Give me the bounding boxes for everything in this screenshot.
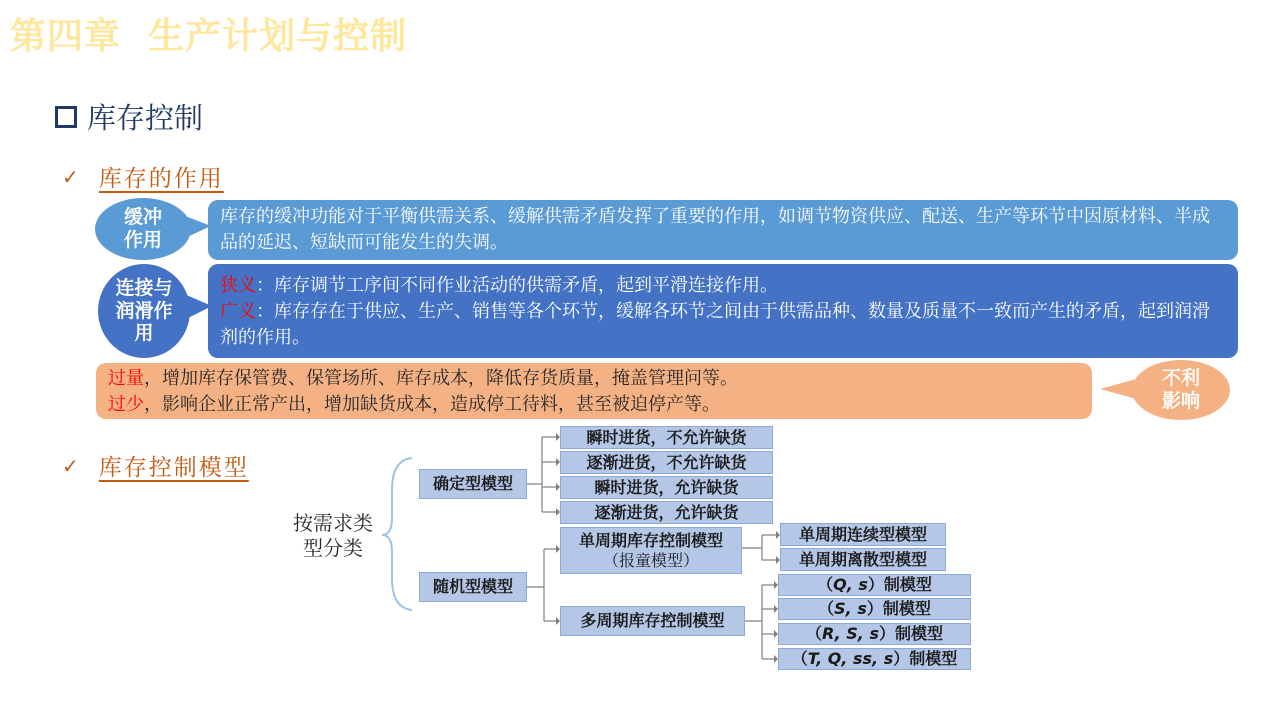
multi-child-3-vars: R, S, s	[822, 624, 879, 643]
single-continuous-model: 单周期连续型模型	[780, 523, 946, 546]
buffer-description-text: 库存的缓冲功能对于平衡供需关系、缓解供需矛盾发挥了重要的作用，如调节物资供应、配送、生产等环节中因原材料、半成品的延迟、短缺而可能发生的失调。	[220, 206, 1210, 253]
subheading-label: 库存的作用	[98, 166, 224, 192]
multi-child-2-vars: S, s	[834, 599, 867, 618]
excess-label: 过量	[108, 368, 144, 389]
shortage-label: 过少	[108, 394, 144, 415]
multi-child-4-vars: T, Q, ss, s	[807, 649, 894, 668]
adverse-bubble-line2: 影响	[1161, 390, 1200, 412]
det-child-2: 逐渐进货，不允许缺货	[560, 451, 773, 474]
multi-child-1-suffix: 制模型	[883, 575, 932, 594]
tree-root-line2: 型分类	[303, 536, 363, 560]
chapter-title: 第四章 生产计划与控制	[10, 16, 408, 57]
buffer-bubble-line2: 作用	[123, 229, 162, 251]
tree-root-label	[283, 511, 383, 561]
narrow-sense-label: 狭义	[220, 275, 256, 296]
link-bubble-line1: 连接与	[115, 276, 173, 299]
broad-sense-label: 广义	[220, 301, 256, 322]
section-title-text: 库存控制	[87, 101, 204, 135]
det-child-1: 瞬时进货，不允许缺货	[560, 426, 773, 449]
single-period-model-node	[560, 527, 742, 574]
narrow-sense-text: ：库存调节工序间不同作业活动的供需矛盾，起到平滑连接作用。	[256, 275, 778, 296]
link-bubble-line3: 用	[134, 322, 154, 345]
broad-sense-text: ：库存存在于供应、生产、销售等各个环节，缓解各环节之间由于供需品种、数量及质量不一致而产生的矛盾，起到润滑剂的作用。	[220, 301, 1210, 348]
stochastic-model-node: 随机型模型	[419, 572, 527, 602]
shortage-text: ，影响企业正常产出，增加缺货成本，造成停工待料，甚至被迫停产等。	[144, 394, 720, 415]
multi-child-3-suffix: 制模型	[894, 624, 943, 643]
link-bubble-line2: 润滑作	[115, 299, 173, 322]
excess-text: ，增加库存保管费、保管场所、库存成本，降低存货质量，掩盖管理问等。	[144, 368, 738, 389]
multi-child-1-vars: Q, s	[833, 575, 868, 594]
multi-child-q-s: （ Q, s ） 制模型	[778, 574, 971, 596]
tree-root-line1: 按需求类	[293, 511, 373, 535]
single-period-line1: 单周期库存控制模型	[578, 530, 723, 550]
det-child-3: 瞬时进货，允许缺货	[560, 476, 773, 499]
det-child-4: 逐渐进货，允许缺货	[560, 501, 773, 524]
checkmark-icon: ✓	[62, 453, 79, 478]
multi-period-model-node: 多周期库存控制模型	[560, 606, 745, 636]
multi-child-2-suffix: 制模型	[882, 599, 931, 618]
single-discrete-model: 单周期离散型模型	[780, 548, 946, 571]
checkmark-icon: ✓	[62, 164, 79, 189]
buffer-bubble-line1: 缓冲	[123, 206, 162, 229]
multi-child-s-s: （ S, s ） 制模型	[778, 598, 971, 620]
adverse-bubble-line1: 不利	[1161, 367, 1200, 390]
single-period-line2: （报童模型）	[602, 550, 699, 570]
multi-child-r-s-s: （ R, S, s ） 制模型	[778, 623, 971, 645]
multi-child-t-q-ss-s: （ T, Q, ss, s ） 制模型	[778, 648, 971, 670]
deterministic-model-node: 确定型模型	[419, 469, 527, 499]
subheading-label: 库存控制模型	[98, 455, 249, 481]
multi-child-4-suffix: 制模型	[909, 649, 958, 668]
